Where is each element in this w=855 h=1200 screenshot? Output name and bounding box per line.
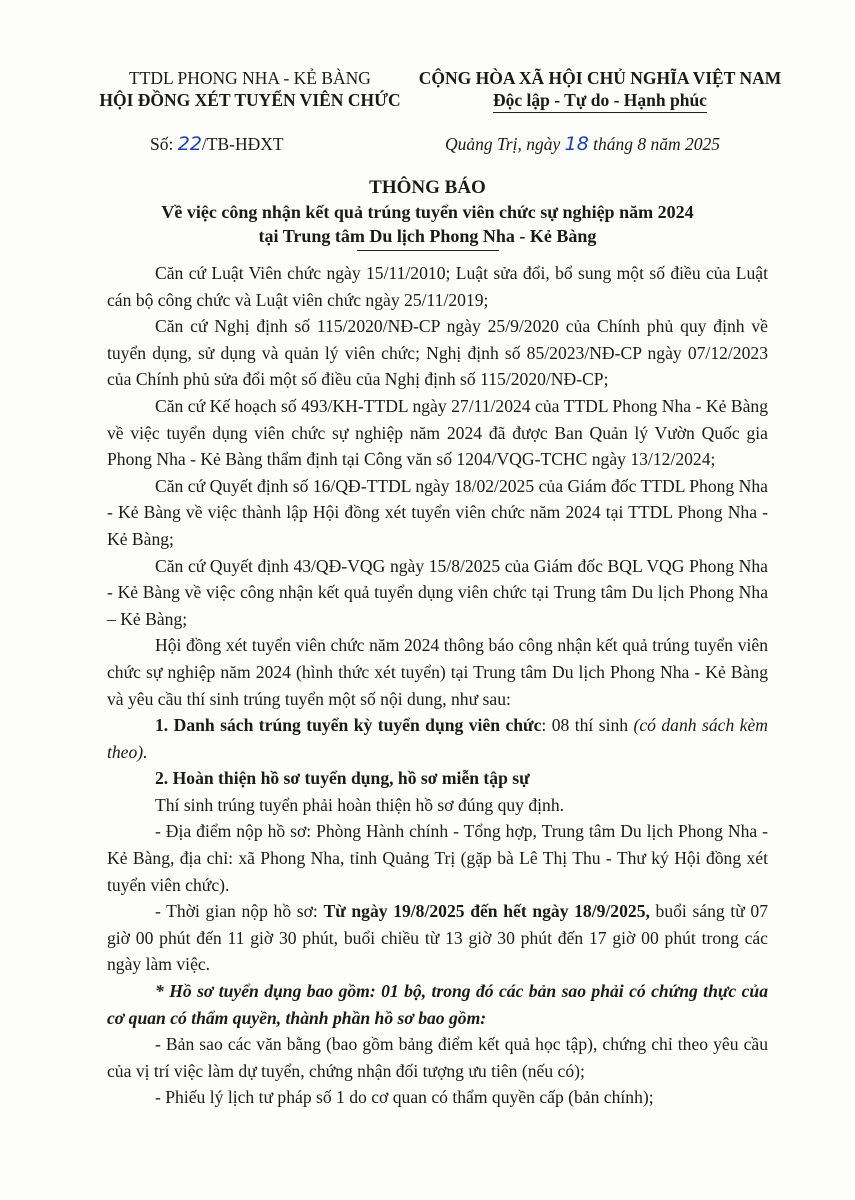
- announcement-intro: Hội đồng xét tuyển viên chức năm 2024 thông báo công nhận kết quả trúng tuyển viên chức sự nghiệp năm 2024 (hình thức xét tuyển) tại Trung tâm Du lịch Phong Nha - Kẻ Bàng và yêu cầu thí sinh trúng tuyển một số nội dung, như sau:: [107, 635, 768, 709]
- submission-location: - Địa điểm nộp hồ sơ: Phòng Hành chính - Tổng hợp, Trung tâm Du lịch Phong Nha - Kẻ Bàng, địa chỉ: xã Phong Nha, tỉnh Quảng Trị (gặp bà Lê Thị Thu - Thư ký Hội đồng xét tuyển viên chức).: [107, 821, 768, 895]
- section-2-heading: 2. Hoàn thiện hồ sơ tuyển dụng, hồ sơ miễn tập sự: [155, 768, 530, 789]
- national-header: [410, 67, 790, 113]
- document-number: Số: 22/TB-HĐXT: [150, 133, 284, 155]
- notice-body: [107, 260, 768, 1111]
- notice-title: [0, 176, 855, 251]
- submission-time: - Thời gian nộp hồ sơ: Từ ngày 19/8/2025 đến hết ngày 18/9/2025, buổi sáng từ 07 giờ 00 phút đến 11 giờ 30 phút, buổi chiều từ 13 giờ 30 phút đến 17 giờ 00 phút trong các ngày làm việc.: [107, 901, 769, 975]
- place-date: Quảng Trị, ngày 18 tháng 8 năm 2025: [445, 133, 721, 155]
- national-motto: Độc lập - Tự do - Hạnh phúc: [493, 89, 707, 113]
- org-council: HỘI ĐỒNG XÉT TUYỂN VIÊN CHỨC: [99, 90, 401, 110]
- handwritten-number: 22: [177, 133, 202, 155]
- handwritten-day: 18: [564, 133, 589, 155]
- title-subject: Về việc công nhận kết quả trúng tuyển viên chức sự nghiệp năm 2024: [161, 202, 694, 222]
- nation-name: CỘNG HÒA XÃ HỘI CHỦ NGHĨA VIỆT NAM: [418, 68, 782, 88]
- dossier-item-1: - Bản sao các văn bằng (bao gồm bảng điểm kết quả học tập), chứng chỉ theo yêu cầu của vị trí việc làm dự tuyển, chứng nhận đối tượng ưu tiên (nếu có);: [107, 1034, 768, 1081]
- section-1: 1. Danh sách trúng tuyển kỳ tuyển dụng viên chức: 08 thí sinh (có danh sách kèm theo).: [107, 715, 768, 762]
- legal-basis-4: Căn cứ Quyết định số 16/QĐ-TTDL ngày 18/02/2025 của Giám đốc TTDL Phong Nha - Kẻ Bàng về việc thành lập Hội đồng xét tuyển viên chức năm 2024 tại TTDL Phong Nha - Kẻ Bàng;: [107, 475, 768, 549]
- legal-basis-2: Căn cứ Nghị định số 115/2020/NĐ-CP ngày 25/9/2020 của Chính phủ quy định về tuyển dụng, sử dụng và quản lý viên chức; Nghị định số 85/2023/NĐ-CP ngày 07/12/2023 của Chính phủ sửa đổi một số điều của Nghị định số 115/2020/NĐ-CP;: [107, 316, 768, 390]
- legal-basis-3: Căn cứ Kế hoạch số 493/KH-TTDL ngày 27/11/2024 của TTDL Phong Nha - Kẻ Bàng về việc tuyển dụng viên chức sự nghiệp năm 2024 đã được Ban Quản lý Vườn Quốc gia Phong Nha - Kẻ Bàng thẩm định tại Công văn số 1204/VQG-TCHC ngày 13/12/2024;: [107, 395, 768, 470]
- requirement-text: Thí sinh trúng tuyển phải hoàn thiện hồ sơ đúng quy định.: [155, 794, 565, 815]
- title-underline: [357, 250, 499, 251]
- legal-basis-1: Căn cứ Luật Viên chức ngày 15/11/2010; Luật sửa đổi, bổ sung một số điều của Luật cán bộ công chức và Luật viên chức ngày 25/11/2019;: [107, 263, 768, 310]
- dossier-item-2: - Phiếu lý lịch tư pháp số 1 do cơ quan có thẩm quyền cấp (bản chính);: [155, 1087, 654, 1108]
- legal-basis-5: Căn cứ Quyết định 43/QĐ-VQG ngày 15/8/2025 của Giám đốc BQL VQG Phong Nha - Kẻ Bàng về việc công nhận kết quả tuyển dụng viên chức tại Trung tâm Du lịch Phong Nha – Kẻ Bàng;: [107, 555, 768, 629]
- issuing-organization: [85, 67, 415, 111]
- title-subject-line2: tại Trung tâm Du lịch Phong Nha - Kẻ Bàng: [258, 226, 597, 246]
- title-main: THÔNG BÁO: [369, 177, 486, 198]
- org-parent: TTDL PHONG NHA - KẺ BÀNG: [129, 68, 371, 88]
- dossier-contents-heading: * Hồ sơ tuyển dụng bao gồm: 01 bộ, trong đó các bản sao phải có chứng thực của cơ quan có thẩm quyền, thành phần hồ sơ bao gồm:: [107, 981, 768, 1028]
